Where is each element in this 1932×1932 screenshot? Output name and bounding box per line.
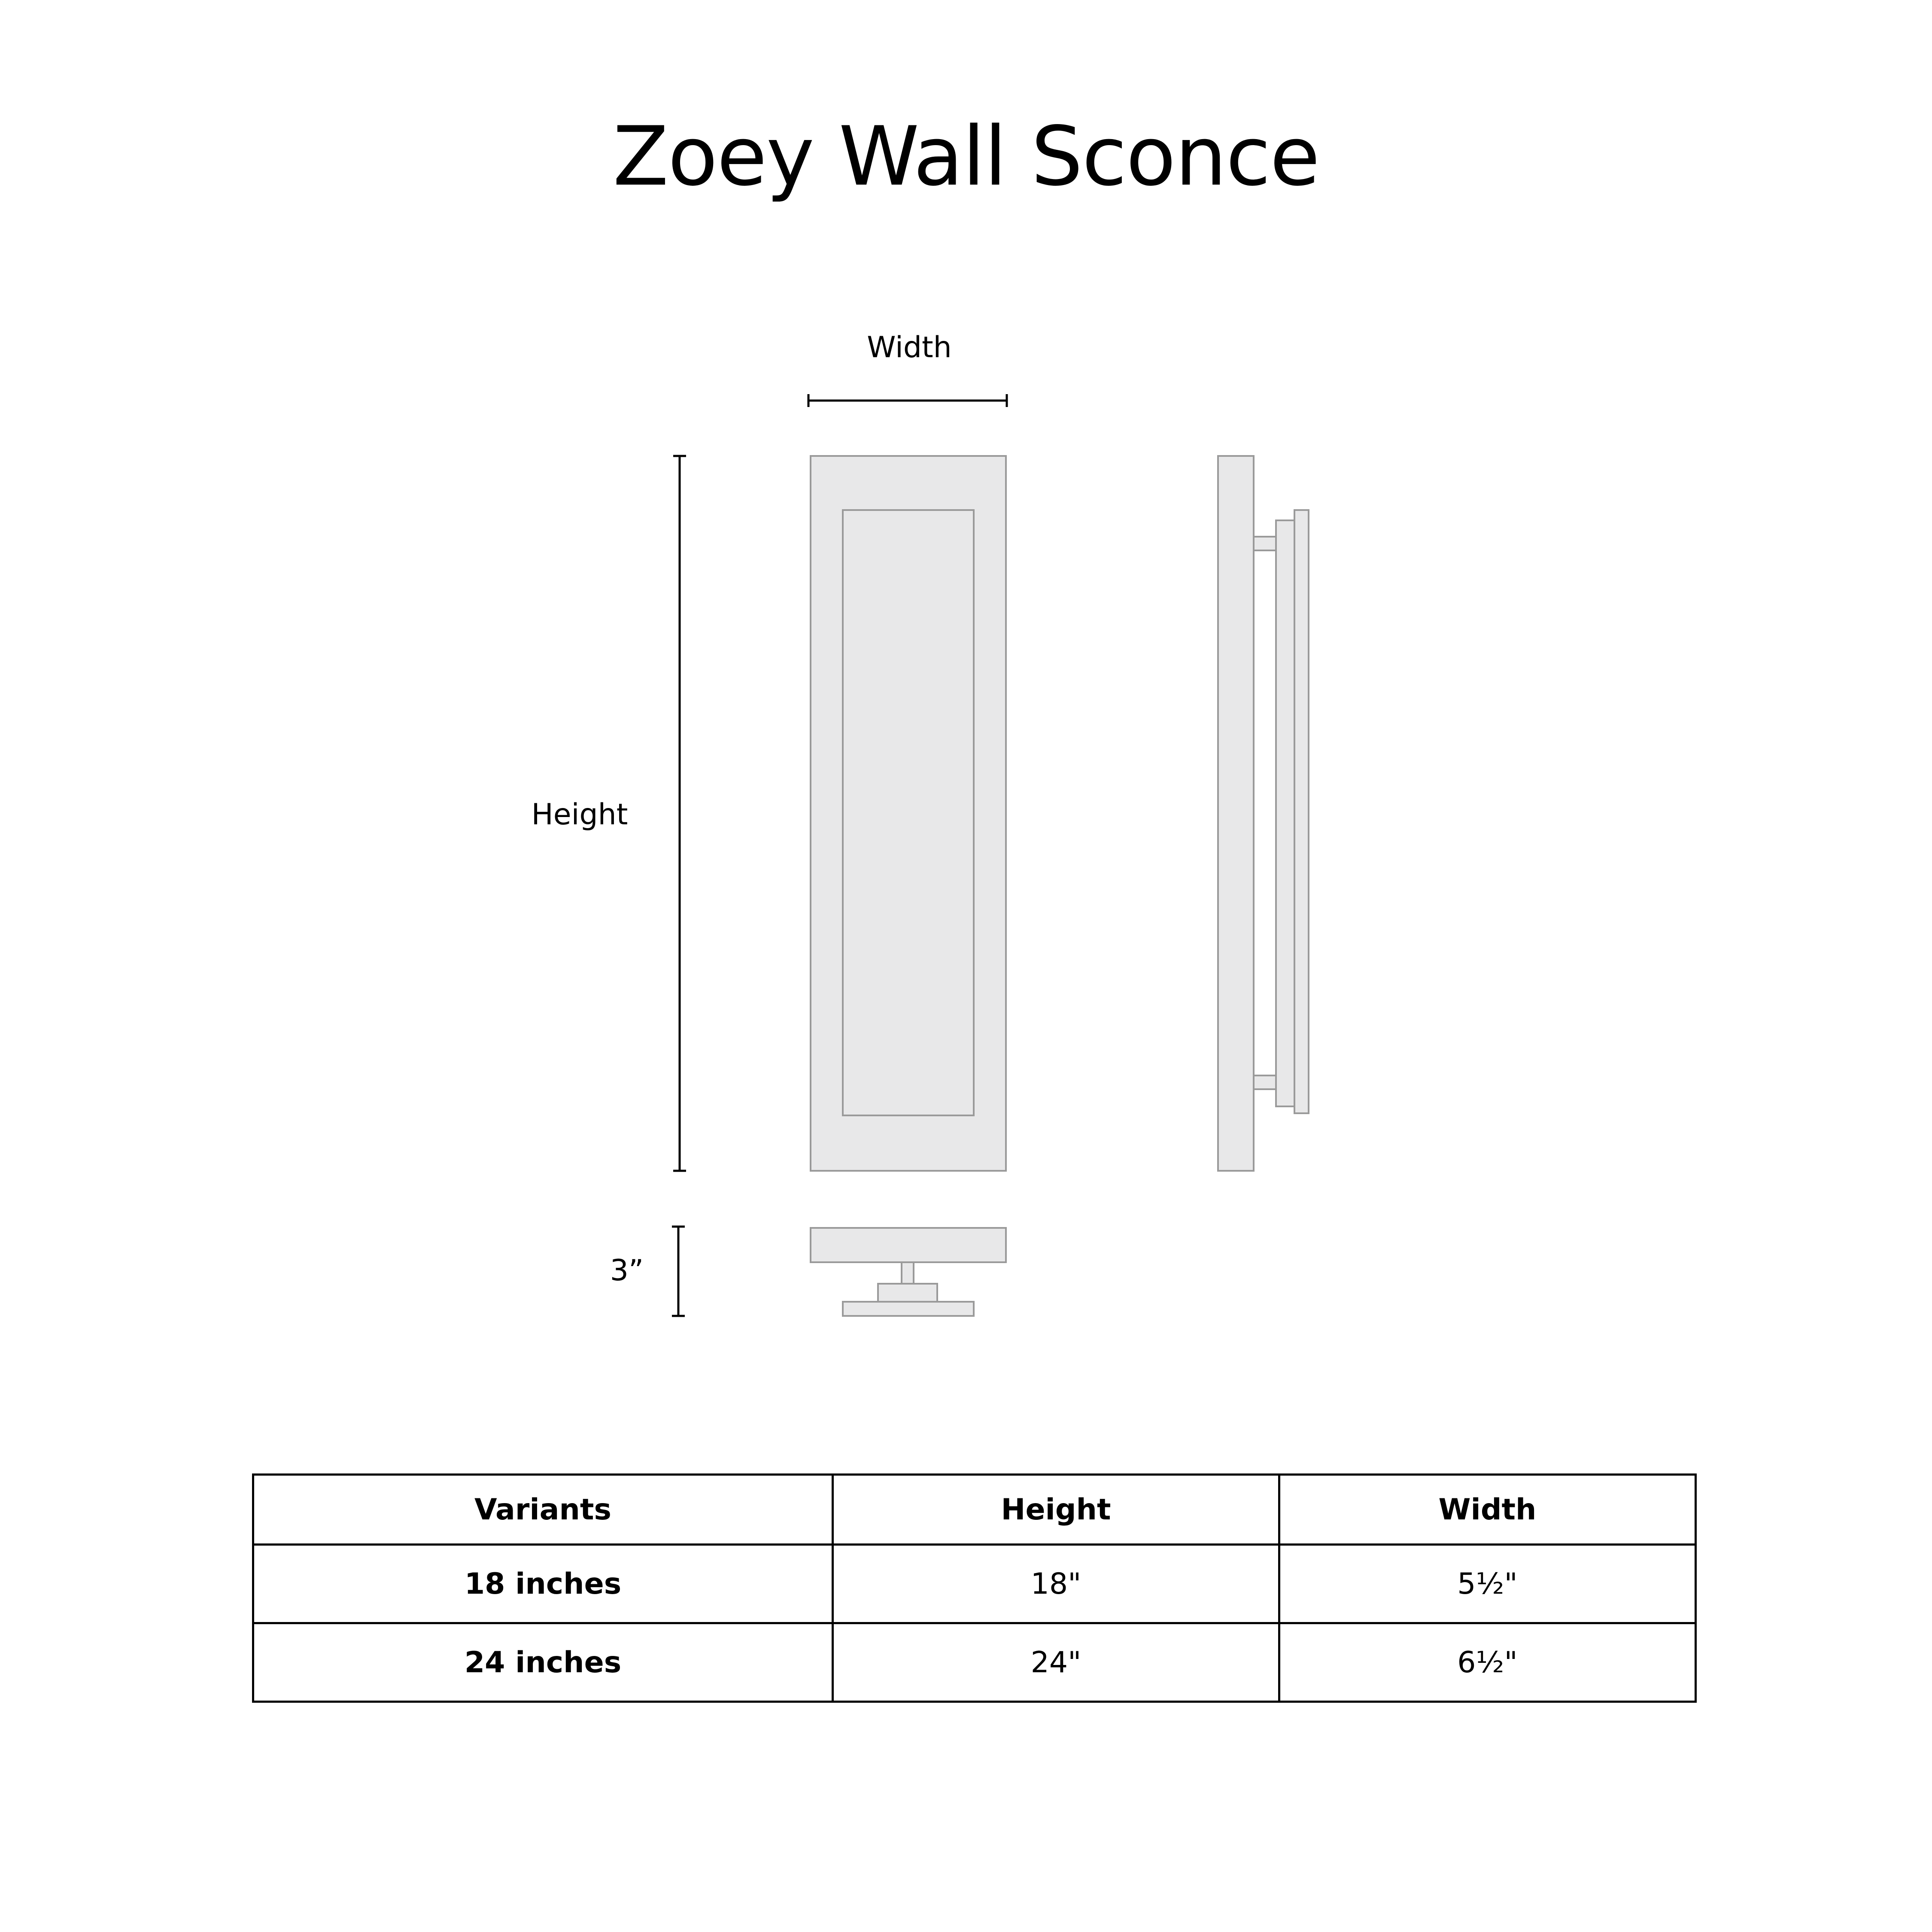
side-view-diffuser [1294,510,1309,1113]
top-view-stem [902,1262,914,1284]
side-view [1218,456,1309,1171]
variant-cell: 24 inches [253,1623,833,1702]
variant-cell: 18 inches [253,1545,833,1623]
depth-label: 3” [610,1254,644,1288]
height-cell: 24" [833,1623,1279,1702]
depth-dimension-line [672,1227,685,1316]
top-view [811,1228,1006,1316]
table-row [253,1623,1696,1702]
width-label: Width [867,331,952,365]
width-cell: 6½" [1279,1623,1696,1702]
page-title: Zoey Wall Sconce [613,109,1319,204]
height-label: Height [531,798,628,832]
top-view-shade [843,1302,974,1316]
height-cell: 18" [833,1545,1279,1623]
header-height: Height [833,1475,1279,1545]
side-view-backplate [1218,456,1254,1171]
table-row [253,1545,1696,1623]
top-view-frame [878,1284,937,1302]
header-width: Width [1279,1475,1696,1545]
width-dimension-line [808,394,1007,407]
side-view-upper-arm [1254,537,1276,550]
front-view [811,456,1006,1171]
table-header-row [253,1475,1696,1545]
side-view-frame [1276,520,1294,1106]
header-variants: Variants [253,1475,833,1545]
top-view-backplate [811,1228,1006,1262]
height-dimension-line [673,456,686,1171]
width-cell: 5½" [1279,1545,1696,1623]
variants-table [252,1473,1697,1703]
side-view-lower-arm [1254,1075,1276,1089]
front-view-shade [843,510,974,1115]
